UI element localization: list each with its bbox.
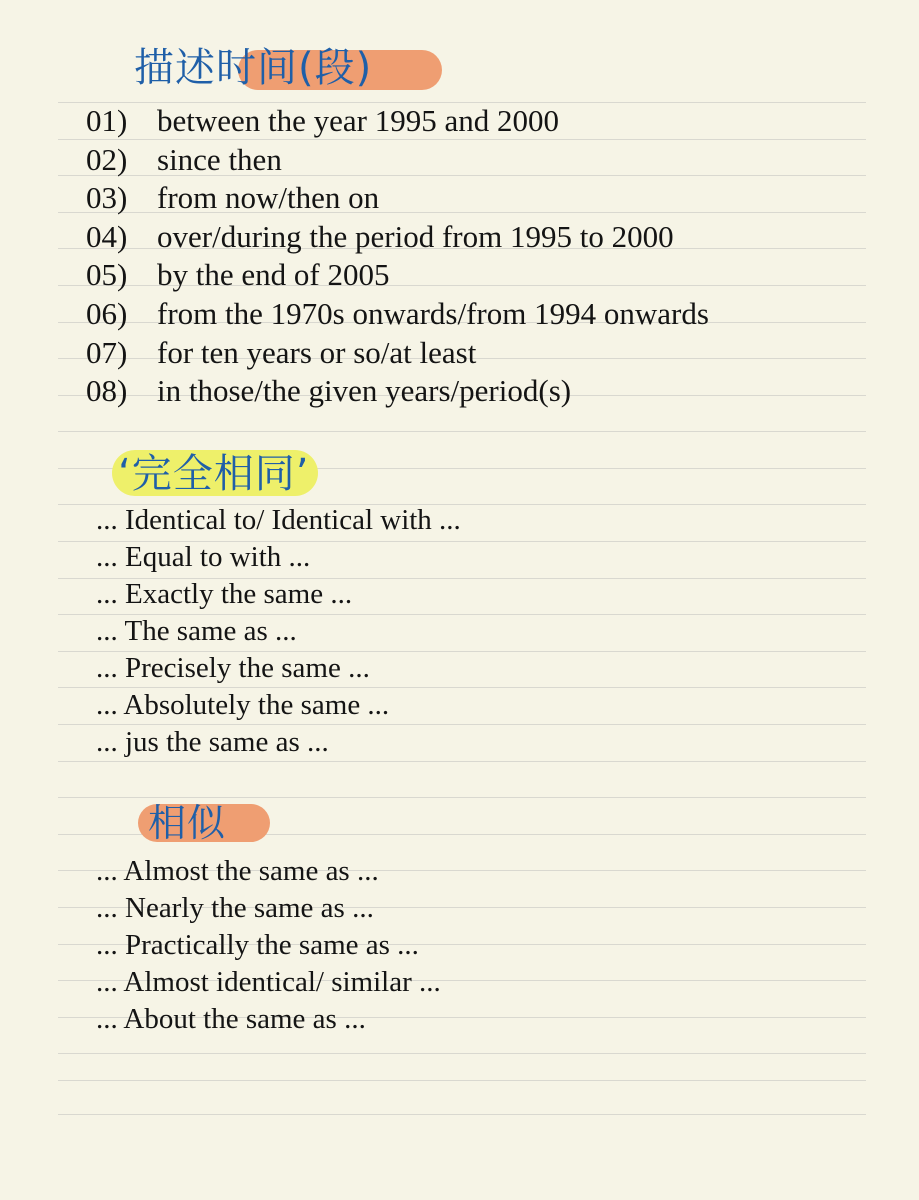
item-number: 05) (86, 257, 128, 293)
section-1-heading-text: 描述时间(段) (134, 45, 373, 91)
list-item (86, 295, 709, 334)
item-text: since then (157, 141, 282, 177)
item-text: from now/then on (157, 180, 380, 216)
item-number: 04) (86, 218, 128, 254)
rule-line (58, 1080, 866, 1081)
list-item: ... Almost the same as ... (96, 855, 379, 887)
list-item: ... Practically the same as ... (96, 929, 419, 961)
list-item: ... Nearly the same as ... (96, 892, 374, 924)
section-3-heading-text: 相似 (148, 801, 227, 845)
item-number: 01) (86, 103, 128, 138)
item-text: from the 1970s onwards/from 1994 onwards (157, 295, 709, 331)
list-item: ... Equal to with ... (96, 541, 311, 573)
list-item (86, 372, 709, 411)
item-text: by the end of 2005 (157, 257, 390, 293)
list-item: ... Exactly the same ... (96, 578, 353, 610)
list-item: ... About the same as ... (96, 1003, 366, 1035)
time-expression-list (86, 102, 709, 411)
item-text: between the year 1995 and 2000 (157, 103, 560, 138)
rule-line (58, 1114, 866, 1115)
item-number: 02) (86, 141, 128, 177)
list-item: ... Precisely the same ... (96, 652, 370, 684)
list-item (86, 102, 709, 141)
list-item (86, 141, 709, 180)
item-text: in those/the given years/period(s) (157, 373, 572, 409)
rule-line (58, 761, 866, 762)
identical-phrases-list (96, 502, 461, 761)
list-item: ... Identical to/ Identical with ... (96, 504, 461, 536)
item-number: 08) (86, 373, 128, 409)
item-text: over/during the period from 1995 to 2000 (157, 218, 674, 254)
rule-line (58, 1053, 866, 1054)
item-number: 06) (86, 295, 128, 331)
list-item (86, 256, 709, 295)
list-item (86, 179, 709, 218)
list-item: ... jus the same as ... (96, 726, 329, 758)
section-2-heading-text: ‘完全相同’ (118, 451, 310, 497)
list-item: ... The same as ... (96, 615, 297, 647)
list-item (86, 334, 709, 373)
item-number: 07) (86, 334, 128, 370)
section-2-heading (112, 444, 332, 500)
item-number: 03) (86, 180, 128, 216)
list-item (86, 218, 709, 257)
list-item: ... Absolutely the same ... (96, 689, 390, 721)
similar-phrases-list (96, 853, 441, 1038)
section-3-heading (138, 798, 288, 854)
rule-line (58, 431, 866, 432)
list-item: ... Almost identical/ similar ... (96, 966, 441, 998)
item-text: for ten years or so/at least (157, 334, 477, 370)
section-1-heading (134, 40, 454, 100)
